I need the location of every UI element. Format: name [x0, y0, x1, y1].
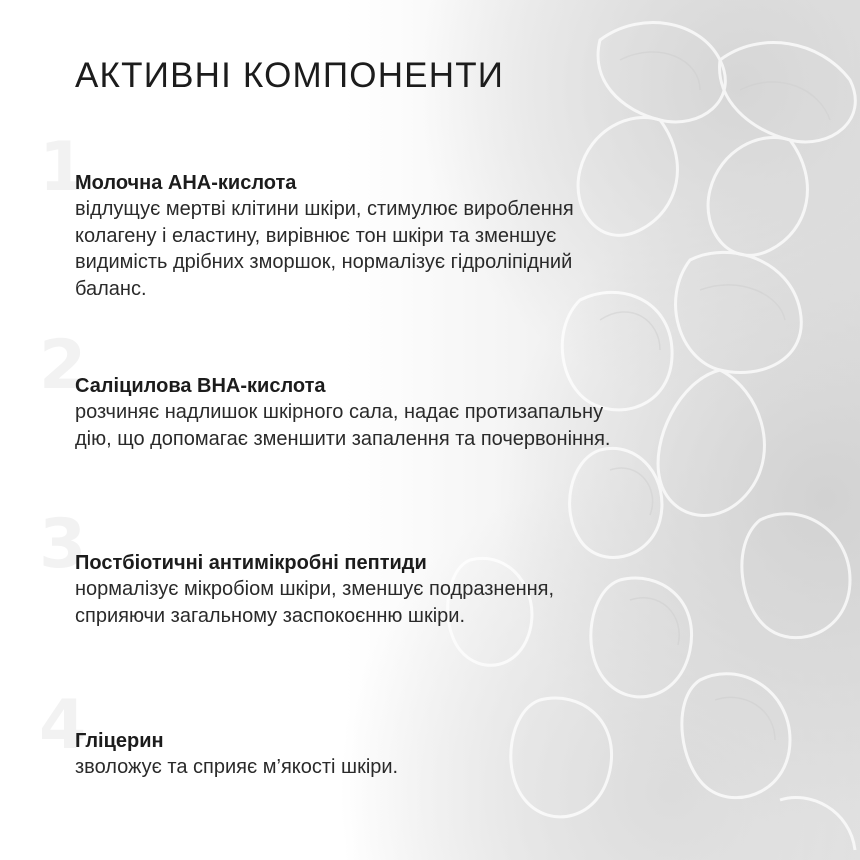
component-3 — [75, 550, 615, 629]
component-4 — [75, 728, 615, 781]
ghost-number-1: 1 — [39, 128, 87, 207]
page-title: АКТИВНІ КОМПОНЕНТИ — [75, 56, 505, 95]
component-name: Постбіотичні антимікробні пептиди — [75, 552, 427, 574]
ghost-number-2: 2 — [39, 326, 87, 405]
component-name: Саліцилова ВНА-кислота — [75, 375, 326, 397]
ghost-number-4: 4 — [39, 686, 87, 765]
component-description: відлущує мертві клітини шкіри, стимулює вироблення колагену і еластину, вирівнює тон шкіри та зменшує видимість дрібних зморшок, нормалізує гідроліпідний баланс. — [75, 198, 574, 300]
component-name: Гліцерин — [75, 730, 164, 752]
ghost-number-3: 3 — [39, 505, 87, 584]
component-name: Молочна АНА-кислота — [75, 172, 297, 194]
component-description: розчиняє надлишок шкірного сала, надає протизапальну дію, що допомагає зменшити запалення та почервоніння. — [75, 401, 611, 450]
component-description: зволожує та сприяє м’якості шкіри. — [75, 756, 399, 778]
component-description: нормалізує мікробіом шкіри, зменшує подразнення, сприяючи загальному заспокоєнню шкіри. — [75, 578, 555, 627]
component-2 — [75, 373, 615, 452]
component-1 — [75, 170, 615, 302]
